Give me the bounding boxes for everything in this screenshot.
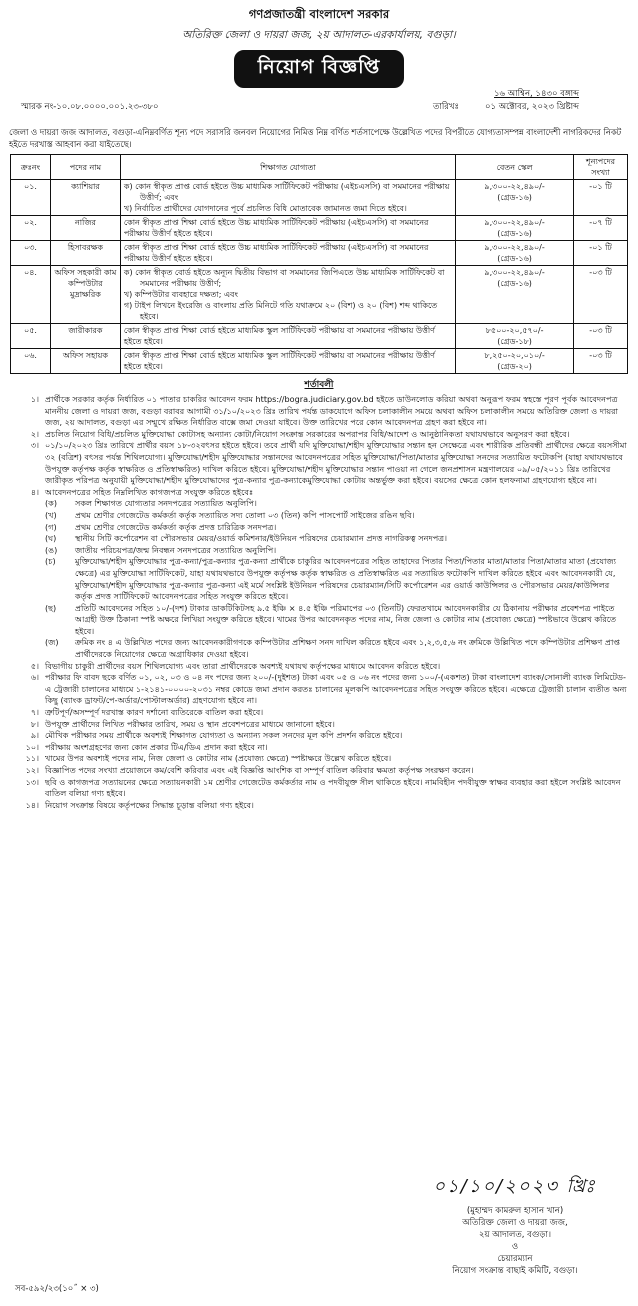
sub-number: (চ) bbox=[45, 556, 56, 567]
cell-vacancy: -০১ টি bbox=[574, 241, 628, 266]
qualification-line: কোন স্বীকৃত প্রাপ্ত শিক্ষা বোর্ড হইতে উচ্চ মাধ্যমিক সার্টিফিকেট পরীক্ষায় (এইচএসসি) বা সমমানের পরীক্ষায় উত্তীর্ণ হইতে হইবে। bbox=[123, 243, 429, 263]
term-body bbox=[45, 719, 629, 731]
qualification-line: ক) কোন স্বীকৃত প্রাপ্ত বোর্ড হইতে উচ্চ মাধ্যমিক সার্টিফিকেট পরীক্ষায় (এইচএসসি) বা সমমানের পরীক্ষায় উত্তীর্ণ; এবং bbox=[123, 182, 450, 202]
cell-qualification bbox=[120, 266, 455, 324]
term-body bbox=[45, 765, 629, 777]
qualification-line: খ) কম্পিউটার ব্যবহারে দক্ষতা; এবং bbox=[123, 290, 238, 299]
sub-text: প্রতিটি আবেদনের সহিত ১০/-(দশ) টাকার ডাকটিকিটসহ ৯.৫ ইঞ্চি × ৪.৫ ইঞ্চি পরিমাপের ০৩ (তিনটি) ফেরতখামে আবেদনকারীর যে ঠিকানায় পরীক্ষার প্রবেশপত্র পাইতে আগ্রহী উক্ত ঠিকানা স্পষ্ট অক্ষরে লিখিয়া সংযুক্ত করিতে হইবে। খামের উপর আবেদনকৃত পদের নাম, নিজ জেলা ও কোটার নাম (প্রযোজ্য ক্ষেত্রে) স্পষ্টভাবে উল্লেখ করিতে হইবে। bbox=[75, 602, 617, 636]
signer-designation: অতিরিক্ত জেলা ও দায়রা জজ, bbox=[462, 1218, 568, 1228]
cell-qualification bbox=[120, 324, 455, 349]
sub-item bbox=[45, 533, 629, 545]
qualification-line: ক) কোন স্বীকৃত বোর্ড হইতে অন্যূন দ্বিতীয় বিভাগ বা সমমানের জিপিএতে উচ্চ মাধ্যমিক সার্টিফিকেট বা সমমানের পরীক্ষায় উত্তীর্ণ; bbox=[123, 268, 445, 288]
cell-vacancy: -০৩ টি bbox=[574, 266, 628, 324]
term-text: উপযুক্ত প্রার্থীদের লিখিত পরীক্ষার তারিখ, সময় ও স্থান প্রবেশপত্রের মাধ্যমে জানানো হইবে। bbox=[45, 718, 335, 729]
cell-qualification bbox=[120, 349, 455, 374]
term-number: ১৩। bbox=[25, 776, 39, 787]
sub-item bbox=[45, 556, 629, 602]
term-item bbox=[9, 742, 629, 754]
cell-post: অফিস সহকারী কাম কম্পিউটার মুদ্রাক্ষরিক bbox=[50, 266, 120, 324]
col-salary: বেতন স্কেল bbox=[456, 155, 574, 180]
sub-number: (ঘ) bbox=[45, 533, 57, 544]
signer-and: ও bbox=[511, 1242, 519, 1252]
sub-text: জাতীয় পরিচয়পত্র/জন্ম নিবন্ধন সনদপত্রের সত্যায়িত অনুলিপি। bbox=[75, 544, 277, 555]
salary-range: ৯,৩০০-২২,৪৯০/- bbox=[484, 218, 545, 227]
sub-text: স্থানীয় সিটি কর্পোরেশন বা পৌরসভার মেয়র/ওয়ার্ড কমিশনার/ইউনিয়ন পরিষদের চেয়ারম্যান প্রদত্ত নাগরিকত্ব সনদপত্র। bbox=[75, 533, 448, 544]
signer-chair: চেয়ারম্যান bbox=[497, 1254, 533, 1264]
qualification-line: কোন স্বীকৃত প্রাপ্ত শিক্ষা বোর্ড হইতে মাধ্যমিক স্কুল সার্টিফিকেট পরীক্ষায় বা সমমানের পরীক্ষায় উত্তীর্ণ হইতে হইবে। bbox=[123, 326, 435, 346]
posts-table bbox=[10, 154, 628, 374]
sub-item bbox=[45, 637, 629, 660]
cell-vacancy: -০৩ টি bbox=[574, 349, 628, 374]
cell-post: ক্যাশিয়ার bbox=[50, 180, 120, 216]
term-item bbox=[9, 707, 629, 719]
col-qualification: শিক্ষাগত যোগ্যতা bbox=[120, 155, 455, 180]
term-body bbox=[45, 742, 629, 754]
term-text: খামের উপর অবশ্যই পদের নাম, নিজ জেলা ও কোটার নাম (প্রযোজ্য ক্ষেত্রে) স্পষ্টাক্ষরে উল্লেখ করিতে হইবে। bbox=[45, 753, 392, 764]
cell-post: নাজির bbox=[50, 216, 120, 241]
term-text: প্রচলিত নিয়োগ বিধি/প্রচলিত মুক্তিযোদ্ধা কোটাসহ অন্যান্য কোটা/নিয়োগ সংক্রান্ত সরকারের অপরাপর বিধি/আদেশ ও আনুষ্ঠানিকতা যথাযথভাবে অনুসরণ করা হইবে। bbox=[45, 428, 570, 439]
term-body bbox=[45, 440, 629, 486]
term-body bbox=[45, 487, 629, 661]
qualification-line: খ) নির্বাচিত প্রার্থীদের যোগদানের পূর্বে প্রচলিত বিধি মোতাবেক জামানত জমা দিতে হইবে। bbox=[123, 204, 407, 213]
terms-title: শর্তাবলী bbox=[304, 380, 334, 390]
salary-grade: (গ্রেড-১৮) bbox=[497, 337, 532, 346]
cell-salary bbox=[456, 180, 574, 216]
term-number: ৫। bbox=[30, 660, 39, 671]
term-number: ১। bbox=[30, 394, 39, 404]
table-row bbox=[11, 324, 628, 349]
date-english: ০১ অক্টোবর, ২০২৩ খ্রিষ্টাব্দ bbox=[485, 102, 580, 112]
sub-item bbox=[45, 545, 629, 557]
footer-code: সব-৫৯২/২৩(১০˝ × ৩) bbox=[15, 1284, 99, 1294]
term-text: বিভাগীয় চাকুরী প্রার্থীদের বয়স শিথিলযোগ্য এবং তারা প্রার্থীদেরকে অবশ্যই যথাযথ কর্তৃপক্ষের মাধ্যমে আবেদন করিতে হইবে। bbox=[45, 660, 441, 671]
table-row bbox=[11, 180, 628, 216]
cell-vacancy: -০১ টি bbox=[574, 180, 628, 216]
col-post: পদের নাম bbox=[50, 155, 120, 180]
sub-text: মুক্তিযোদ্ধা/শহীদ মুক্তিযোদ্ধার পুত্র-কন্যা/পুত্র-কন্যার পুত্র-কন্যা প্রার্থীকে চাকুরির আবেদনপত্রের সহিত তাহাদের পিতার পিতা/পিতার মাতা/মাতার পিতা/মাতার মাতা (প্রযোজ্য ক্ষেত্রে) এর মুক্তিযোদ্ধা সার্টিফিকেট, যাহা যথাযথভাবে উপযুক্ত কর্তৃপক্ষ কর্তৃক স্বাক্ষরিত ও প্রতিস্বাক্ষরিত এর সত্যায়িত ফটোকপি দাখিল করিতে হইবে এবং আবেদনকারী যে, মুক্তিযোদ্ধা/শহীদ মুক্তিযোদ্ধার পুত্র-কন্যার পুত্র-কন্যা এই মর্মে সংশ্লিষ্ট ইউনিয়ন পরিষদের চেয়ারম্যান/সিটি কর্পোরেশন এর ওয়ার্ড কাউন্সিলর ও পৌরসভার মেয়র/কাউন্সিলর কর্তৃক প্রদত্ত সার্টিফিকেট আবেদনপত্রের সহিত সংযুক্ত করিতে হইবে। bbox=[75, 556, 616, 602]
government-title: গণপ্রজাতন্ত্রী বাংলাদেশ সরকার bbox=[248, 7, 390, 21]
term-item bbox=[9, 429, 629, 441]
term-number: ৭। bbox=[30, 707, 39, 718]
term-text: নিয়োগ সংক্রান্ত বিষয়ে কর্তৃপক্ষের সিদ্ধান্ত চূড়ান্ত বলিয়া গণ্য হইবে। bbox=[45, 799, 254, 810]
salary-grade: (গ্রেড-১৬) bbox=[497, 193, 532, 202]
term-body bbox=[45, 753, 629, 765]
salary-grade: (গ্রেড-১৬) bbox=[497, 279, 532, 288]
cell-serial: ০৩. bbox=[11, 241, 51, 266]
term-number: ১১। bbox=[25, 753, 39, 764]
term-item bbox=[9, 661, 629, 673]
term-text: পরীক্ষার ফি বাবদ ছকে বর্ণিত ০১, ০২, ০৩ ও ০৪ নং পদের জন্য ২০০/-(দুইশত) টাকা এবং ০৫ ও ০৬ নং পদের জন্য ১০০/-(একশত) টাকা বাংলাদেশ ব্যাংক/সোনালী ব্যাংক লিমিটেড-এ ট্রেজারী চালানের মাধ্যমে ১-২১৪১-০০০০-২০৩১ নম্বর কোডে জমা প্রদান করতঃ চালানের মূলকপি আবেদনপত্রের সহিত সংযুক্ত করিতে হইবে। এক্ষেত্রে ট্রেজারী চালান ব্যতীত অন্য কিছু (ব্যাংক ড্রাফট/পে-অর্ডার/পোস্টালঅর্ডার) গ্রহণযোগ্য হইবে না। bbox=[45, 672, 627, 706]
sub-number: (ক) bbox=[45, 498, 57, 509]
cell-qualification bbox=[120, 180, 455, 216]
term-text: পরীক্ষায় অংশগ্রহণের জন্য কোন প্রকার টিএ/ডিএ প্রদান করা হইবে না। bbox=[45, 741, 268, 752]
cell-salary bbox=[456, 266, 574, 324]
sub-text: ক্রমিক নং ৪ এ উল্লিখিত পদের জন্য আবেদনকারীগণকে কম্পিউটার প্রশিক্ষণ সনদ দাখিল করিতে হইবে এবং ১,২,৩,৫,৬ নং ক্রমিকে উল্লিখিত পদে কম্পিউটার প্রশিক্ষণ প্রাপ্ত প্রার্থীদেরকে নিয়োগের ক্ষেত্রে অগ্রাধিকার দেওয়া হইবে। bbox=[75, 637, 620, 660]
salary-grade: (গ্রেড-২০) bbox=[497, 362, 532, 371]
term-number: ১০। bbox=[25, 741, 39, 752]
signer-court: ২য় আদালত, বগুড়া। bbox=[478, 1230, 552, 1240]
salary-range: ৯,৩০০-২২,৪৯০/- bbox=[484, 268, 545, 277]
signature-scrawl: ০১/১০/২০২৩ খ্রিঃ bbox=[433, 1176, 597, 1197]
qualification-line: কোন স্বীকৃত প্রাপ্ত শিক্ষা বোর্ড হইতে উচ্চ মাধ্যমিক সার্টিফিকেট পরীক্ষায় (এইচএসসি) বা সমমানের পরীক্ষায় উত্তীর্ণ হইতে হইবে। bbox=[123, 218, 429, 238]
salary-range: ৮,২৫০-২০,০১০/- bbox=[484, 351, 545, 360]
cell-salary bbox=[456, 324, 574, 349]
signer-name: (মুহাম্মদ কামরুল হাসান খান) bbox=[466, 1206, 564, 1216]
term-text: মৌখিক পরীক্ষার সময় প্রার্থীকে অবশ্যই শিক্ষাগত যোগ্যতা ও অন্যান্য সকল সনদের মূল কপি প্রদর্শন করিতে হইবে। bbox=[45, 730, 403, 741]
term-body bbox=[45, 661, 629, 673]
term-body bbox=[45, 800, 629, 812]
term-number: ৮। bbox=[30, 718, 39, 729]
term-item bbox=[9, 394, 629, 429]
notice-page bbox=[5, 6, 633, 1302]
signer-committee: নিয়োগ সংক্রান্ত বাছাই কমিটি, বগুড়া। bbox=[452, 1266, 578, 1276]
terms-list bbox=[5, 394, 633, 811]
date-bangla: ১৬ আশ্বিন, ১৪৩০ বঙ্গাব্দ bbox=[494, 89, 580, 99]
memo-number: স্মারক নং-১০.০৮.০০০০.০০১.২৩-৩৮০ bbox=[21, 102, 159, 112]
cell-vacancy: -০৭ টি bbox=[574, 216, 628, 241]
table-row bbox=[11, 349, 628, 374]
term-number: ৯। bbox=[30, 730, 39, 741]
table-header-row bbox=[11, 155, 628, 180]
col-serial: ক্রঃনং bbox=[11, 155, 51, 180]
term-body bbox=[45, 730, 629, 742]
date-label: তারিখঃ bbox=[433, 102, 460, 112]
cell-salary bbox=[456, 349, 574, 374]
salary-range: ৯,৩০০-২২,৪৯০/- bbox=[484, 182, 545, 191]
qualification-line: কোন স্বীকৃত প্রাপ্ত শিক্ষা বোর্ড হইতে মাধ্যমিক স্কুল সার্টিফিকেট পরীক্ষায় বা সমমানের পরীক্ষায় উত্তীর্ণ হইতে হইবে। bbox=[123, 351, 435, 371]
date-block bbox=[485, 88, 579, 114]
term-text: ছবি ও কাগজপত্র সত্যায়নের ক্ষেত্রে সত্যায়নকারী ১ম শ্রেণীর গেজেটেড কর্মকর্তার নাম ও পদবীযুক্ত সীল থাকিতে হইবে। নামবিহীন পদবীযুক্ত স্বাক্ষর ব্যবহার করা হইলে সংশ্লিষ্ট আবেদন বাতিল বলিয়া গণ্য হইবে। bbox=[45, 776, 621, 799]
signature-block bbox=[405, 1176, 625, 1277]
sub-number: (ছ) bbox=[45, 602, 57, 613]
intro-paragraph: জেলা ও দায়রা জজ আদালত, বগুড়া-এনিম্নবর্ণিত শূন্য পদে সরাসরি জনবল নিয়োগের নিমিত্ত নিম্ন বর্ণিত শর্তসাপেক্ষে উল্লেখিত পদের বিপরীতে যোগ্যতাসম্পন্ন বাংলাদেশী নাগরিকদের নিকট হইতে দরখাস্ত আহবান করা যাইতেছে। bbox=[9, 127, 622, 149]
term-number: ৬। bbox=[30, 672, 39, 683]
cell-salary bbox=[456, 216, 574, 241]
salary-grade: (গ্রেড-১৬) bbox=[497, 229, 532, 238]
cell-qualification bbox=[120, 241, 455, 266]
term-body bbox=[45, 672, 629, 707]
sub-text: সকল শিক্ষাগত যোগ্যতার সনদপত্রের সত্যায়িত অনুলিপি। bbox=[75, 498, 257, 509]
cell-qualification bbox=[120, 216, 455, 241]
sub-number: (ঙ) bbox=[45, 544, 58, 555]
sub-item bbox=[45, 603, 629, 638]
cell-post: অফিস সহায়ক bbox=[50, 349, 120, 374]
term-item bbox=[9, 672, 629, 707]
table-row bbox=[11, 241, 628, 266]
term-number: ৩। bbox=[30, 440, 39, 451]
cell-salary bbox=[456, 241, 574, 266]
term-body bbox=[45, 777, 629, 800]
sub-item bbox=[45, 498, 629, 510]
term-item bbox=[9, 777, 629, 800]
sub-text: প্রথম শ্রেণীর গেজেটেড কর্মকর্তা কর্তৃক সত্যায়িত সদ্য তোলা ০৩ (তিন) কপি পাসপোর্ট সাইজের রঙিন ছবি। bbox=[75, 509, 415, 520]
term-number: ১৪। bbox=[25, 799, 39, 810]
sub-item bbox=[45, 510, 629, 522]
term-text: ত্রুটিপূর্ণ/অসম্পূর্ণ দরখাস্ত কারণ দর্শানো ব্যতিরেকে বাতিল করা হইবে। bbox=[45, 707, 264, 718]
term-item bbox=[9, 730, 629, 742]
salary-range: ৯,৩০০-২২,৪৯০/- bbox=[484, 243, 545, 252]
term-text: প্রার্থীকে সরকার কর্তৃক নির্ধারিত ০১ পাতার চাকরির আবেদন ফরম https://bogra.judiciary.gov.bd হইতে ডাউনলোড করিয়া অথবা অনুরূপ ফরম স্বহস্তে পূরণ পূর্বক আবেদনপত্র মাননীয় জেলা ও দায়রা জজ, বগুড়া বরাবর আগামী ৩১/১০/২০২৩ খ্রিঃ তারিখ পর্যন্ত ডাকযোগে অফিস চলাকালীন সময়ে অথবা অফিস চলাকালীন সময়ে অতিরিক্ত জেলা ও দায়রা জজ, ২য় আদালত, বগুড়া এর সম্মুখে রক্ষিত নির্ধারিত বাক্সে জমা দেওয়া যাইবে। উক্ত তারিখের পরে কোন আবেদনপত্র গ্রহণ করা হইবে না। bbox=[45, 394, 618, 428]
term-text: বিজ্ঞাপিত পদের সংখ্যা প্রয়োজনে কম/বেশি করিবার এবং এই বিজ্ঞপ্তি আংশিক বা সম্পূর্ণ বাতিল করিবার ক্ষমতা কর্তৃপক্ষ সংরক্ষণ করেন। bbox=[45, 765, 474, 775]
sub-number: (জ) bbox=[45, 637, 59, 648]
term-item bbox=[9, 440, 629, 486]
header bbox=[5, 6, 633, 88]
cell-serial: ০৬. bbox=[11, 349, 51, 374]
table-row bbox=[11, 266, 628, 324]
reference-line bbox=[5, 88, 633, 126]
term-item bbox=[9, 753, 629, 765]
cell-serial: ০২. bbox=[11, 216, 51, 241]
term-number: ২। bbox=[30, 428, 39, 439]
col-vacancy: শূন্যপদের সংখ্যা bbox=[574, 155, 628, 180]
salary-range: ৮৫০০-২০,৫৭০/- bbox=[485, 326, 544, 335]
cell-post: জারীকারক bbox=[50, 324, 120, 349]
sub-number: (গ) bbox=[45, 521, 57, 532]
term-number: ৪। bbox=[30, 486, 39, 497]
notice-banner: নিয়োগ বিজ্ঞপ্তি bbox=[234, 50, 404, 88]
cell-vacancy: -০৩ টি bbox=[574, 324, 628, 349]
term-item bbox=[9, 487, 629, 661]
sub-number: (খ) bbox=[45, 509, 57, 520]
term-item bbox=[9, 719, 629, 731]
qualification-line: গ) টাইপ লিখনে ইংরেজি ও বাংলায় প্রতি মিনিটে গতি যথাক্রমে ২০ (বিশ) ও ২০ (বিশ) শব্দ থাকিতে হইবে। bbox=[123, 301, 438, 321]
term-body bbox=[45, 429, 629, 441]
term-item bbox=[9, 800, 629, 812]
table-row bbox=[11, 216, 628, 241]
term-body bbox=[45, 707, 629, 719]
term-body bbox=[45, 394, 629, 429]
term-number: ১২। bbox=[25, 765, 39, 775]
sub-text: প্রথম শ্রেণীর গেজেটেড কর্মকর্তা কর্তৃক প্রদত্ত চারিত্রিক সনদপত্র। bbox=[75, 521, 277, 532]
cell-serial: ০৪. bbox=[11, 266, 51, 324]
sub-item bbox=[45, 522, 629, 534]
term-item bbox=[9, 765, 629, 777]
office-title: অতিরিক্ত জেলা ও দায়রা জজ, ২য় আদালত-এরকার্যালয়, বগুড়া। bbox=[182, 29, 456, 41]
salary-grade: (গ্রেড-১৬) bbox=[497, 254, 532, 263]
cell-post: হিসাবরক্ষক bbox=[50, 241, 120, 266]
term-text: ০১/১০/২০২৩ খ্রিঃ তারিখে প্রার্থীর বয়স ১৮-৩২বৎসর হইতে হইবে। তবে প্রার্থী যদি মুক্তিযোদ্ধা/শহীদ মুক্তিযোদ্ধার সন্তান হন সেক্ষেত্রে এবং শারীরিক প্রতিবন্ধী প্রার্থীদের ক্ষেত্রে বয়সসীমা ৩২ (বত্রিশ) বৎসর পর্যন্ত শিথিলযোগ্য। মুক্তিযোদ্ধা/শহীদ মুক্তিযোদ্ধার সন্তানদের আবেদনপত্রের সহিত মুক্তিযোদ্ধা/পিতা/মাতার মুক্তিযোদ্ধা সনদের সত্যায়িত ফটোকপি (যাহা যথাযথভাবে উপযুক্ত কর্তৃপক্ষ কর্তৃক স্বাক্ষরিত ও প্রতিস্বাক্ষরিত) দাখিল করিতে হইবে। মুক্তিযোদ্ধা/শহীদ মুক্তিযোদ্ধার সন্তান পাওয়া না গেলে জনপ্রশাসন মন্ত্রণালয়ের ০৯/০৫/২০১১ খ্রিঃ তারিখের জারীকৃত পরিপত্র অনুযায়ী মুক্তিযোদ্ধা/শহীদ মুক্তিযোদ্ধাদের পুত্র-কন্যার পুত্র-কন্যাকেমুক্তিযোদ্ধা কোটায় অন্তর্ভুক্ত করা হইবে। বয়সের ক্ষেত্রে কোন হলফনামা গ্রহণযোগ্য হইবে না। bbox=[45, 440, 627, 486]
cell-serial: ০১. bbox=[11, 180, 51, 216]
term-text: আবেদনপত্রের সহিত নিম্নলিখিত কাগজপত্র সংযুক্ত করিতে হইবেঃ bbox=[45, 486, 254, 497]
cell-serial: ০৫. bbox=[11, 324, 51, 349]
